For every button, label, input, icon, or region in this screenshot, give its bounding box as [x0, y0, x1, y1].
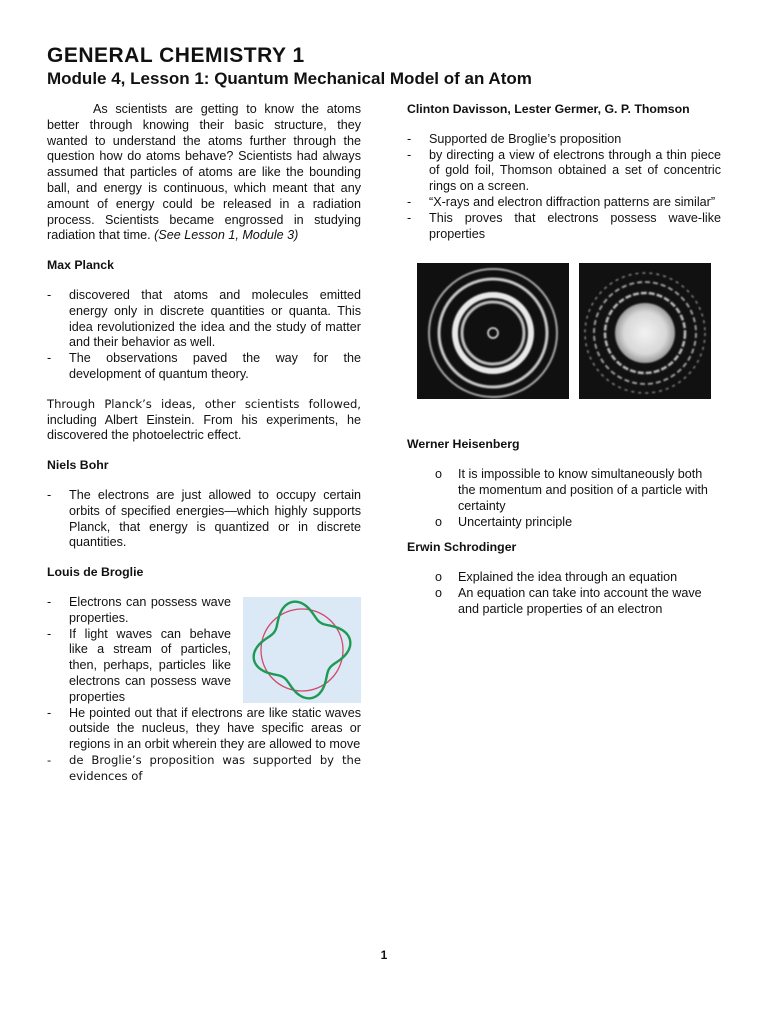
- section-heading-planck: Max Planck: [47, 258, 114, 273]
- right-column: [407, 102, 721, 618]
- left-column: [47, 102, 361, 784]
- list-item: o An equation can take into account the wave and particle properties of an electron: [435, 586, 721, 618]
- list-item: - discovered that atoms and molecules emitted energy only in discrete quantities or quanta. This idea revolutionized the idea and the study of matter and their behavior as well.: [47, 288, 361, 351]
- de-broglie-section: [47, 595, 361, 785]
- followup-lead: Through Planck’s ideas, other scientists followed,: [47, 396, 361, 411]
- section-heading-schrodinger: Erwin Schrodinger: [407, 540, 517, 555]
- diffraction-figures: [417, 263, 721, 399]
- list-item: o It is impossible to know simultaneously both the momentum and position of a particle with certainty: [435, 467, 721, 514]
- document-subtitle: Module 4, Lesson 1: Quantum Mechanical Model of an Atom: [47, 69, 532, 88]
- planck-list: [47, 288, 361, 383]
- list-item: - by directing a view of electrons through a thin piece of gold foil, Thomson obtained a set of concentric rings on a screen.: [407, 148, 721, 195]
- intro-reference: (See Lesson 1, Module 3): [154, 228, 299, 243]
- section-heading-de-broglie: Louis de Broglie: [47, 565, 144, 580]
- list-item: o Uncertainty principle: [435, 515, 721, 531]
- list-item: - He pointed out that if electrons are like static waves outside the nucleus, they have specific areas or regions in an orbit wherein they are allowed to move: [47, 706, 361, 753]
- schrodinger-list: [407, 570, 721, 617]
- list-item: - Supported de Broglie’s proposition: [407, 132, 721, 148]
- list-item: - Electrons can possess wave properties.: [47, 595, 231, 627]
- intro-paragraph: [47, 102, 361, 244]
- planck-followup-paragraph: [47, 397, 361, 444]
- electron-diffraction-image: [579, 263, 711, 399]
- davisson-list: [407, 132, 721, 243]
- xray-diffraction-image: [417, 263, 569, 399]
- section-heading-heisenberg: Werner Heisenberg: [407, 437, 520, 452]
- list-item: - If light waves can behave like a stream of particles, then, perhaps, particles like electrons can possess wave properties: [47, 627, 231, 706]
- list-item: - This proves that electrons possess wave-like properties: [407, 211, 721, 243]
- heisenberg-list: [407, 467, 721, 530]
- bohr-list: [47, 488, 361, 551]
- list-item: o Explained the idea through an equation: [435, 570, 721, 586]
- intro-text: As scientists are getting to know the atoms better through knowing their basic structure, they wanted to understand the atoms further through the question how do atoms behave? Scientists had always assumed that particles of atoms are like the bounding ball, and energy is continuous, which meant that any amount of energy could be released in a radiation process. Scientists became engrossed in studying radiation that time.: [47, 102, 361, 243]
- list-item: - de Broglie’s proposition was supported by the evidences of: [47, 753, 361, 785]
- section-heading-davisson: Clinton Davisson, Lester Germer, G. P. Thomson: [407, 102, 690, 116]
- section-heading-bohr: Niels Bohr: [47, 458, 109, 473]
- list-item: - The electrons are just allowed to occupy certain orbits of specified energies—which highly supports Planck, that energy is quantized or in discrete quantities.: [47, 488, 361, 551]
- document-title: GENERAL CHEMISTRY 1: [47, 44, 305, 67]
- list-item: - “X-rays and electron diffraction patterns are similar”: [407, 195, 721, 211]
- page-number: 1: [380, 948, 388, 962]
- followup-rest: including Albert Einstein. From his experiments, he discovered the photoelectric effect.: [47, 412, 361, 443]
- list-item: - The observations paved the way for the development of quantum theory.: [47, 351, 361, 383]
- standing-wave-orbit-figure: [243, 597, 361, 703]
